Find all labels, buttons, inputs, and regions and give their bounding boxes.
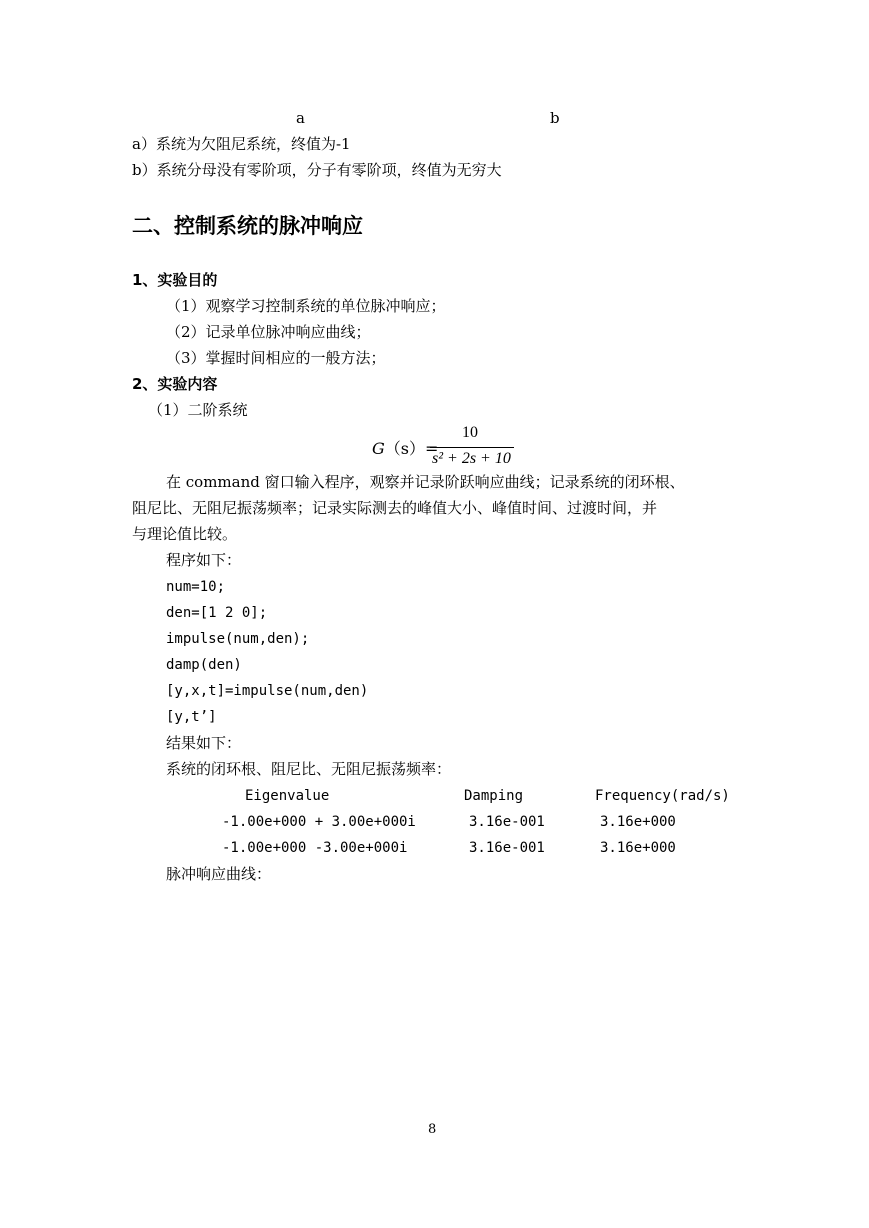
figure-label-a: a	[296, 109, 305, 127]
table-header-frequency: Frequency(rad/s)	[595, 788, 730, 804]
formula-arg: （s）=	[384, 439, 439, 458]
purpose-item-3: （3）掌握时间相应的一般方法；	[166, 349, 386, 367]
table-row-1-frequency: 3.16e+000	[600, 814, 676, 830]
table-row-1-damping: 3.16e-001	[469, 814, 545, 830]
content-heading: 2、实验内容	[132, 375, 218, 393]
transfer-function-formula	[372, 424, 517, 472]
purpose-item-1: （1）观察学习控制系统的单位脉冲响应；	[166, 297, 446, 315]
para-line-1: 在 command 窗口输入程序，观察并记录阶跃响应曲线；记录系统的闭环根、	[166, 473, 685, 491]
section-title: 二、控制系统的脉冲响应	[132, 214, 363, 238]
formula-numerator: 10	[462, 424, 478, 441]
result-label: 结果如下：	[166, 734, 242, 752]
page-number: 8	[428, 1122, 437, 1137]
code-line-2: den=[1 2 0];	[166, 605, 268, 621]
curve-label: 脉冲响应曲线：	[166, 865, 272, 883]
table-row-1-eigenvalue: -1.00e+000 + 3.00e+000i	[222, 814, 416, 830]
table-row-2-eigenvalue: -1.00e+000 -3.00e+000i	[222, 840, 408, 856]
code-line-6: [y,t’]	[166, 709, 217, 725]
figure-label-b: b	[550, 109, 560, 127]
conclusion-a: a）系统为欠阻尼系统，终值为-1	[132, 135, 351, 153]
formula-lhs: G	[372, 439, 385, 458]
purpose-heading: 1、实验目的	[132, 271, 218, 289]
code-line-1: num=10;	[166, 579, 226, 595]
code-line-3: impulse(num,den);	[166, 631, 310, 647]
para-line-3: 与理论值比较。	[132, 525, 238, 543]
para-line-2: 阻尼比、无阻尼振荡频率；记录实际测去的峰值大小、峰值时间、过渡时间，并	[132, 499, 658, 517]
table-header-eigenvalue: Eigenvalue	[245, 788, 330, 804]
roots-label: 系统的闭环根、阻尼比、无阻尼振荡频率：	[166, 760, 452, 778]
table-row-2-frequency: 3.16e+000	[600, 840, 676, 856]
program-label: 程序如下：	[166, 551, 242, 569]
conclusion-b: b）系统分母没有零阶项，分子有零阶项，终值为无穷大	[132, 161, 502, 179]
code-line-5: [y,x,t]=impulse(num,den)	[166, 683, 369, 699]
purpose-item-2: （2）记录单位脉冲响应曲线；	[166, 323, 371, 341]
code-line-4: damp(den)	[166, 657, 242, 673]
formula-denominator: s² + 2s + 10	[432, 450, 511, 467]
fraction-bar	[430, 447, 514, 448]
table-header-damping: Damping	[464, 788, 524, 804]
content-sub: （1）二阶系统	[148, 401, 248, 419]
table-row-2-damping: 3.16e-001	[469, 840, 545, 856]
